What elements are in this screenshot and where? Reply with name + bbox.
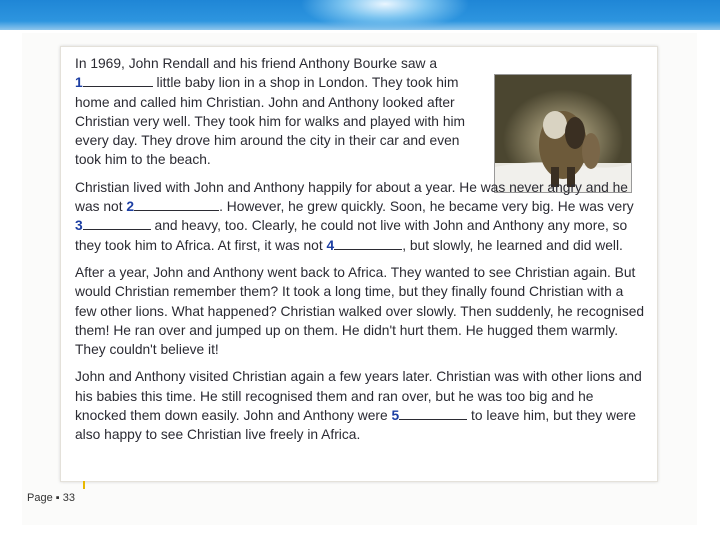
paragraph-3: After a year, John and Anthony went back to Africa. They wanted to see Christian again. But would Christian remember them? It took a long time, but they finally found Christian with a few other lions. What happened? Christian walked over slowly. Then suddenly, he recognised them! He ran over and jumped up on them. He didn't hurt them. He hugged them warmly. They couldn't believe it! <box>75 264 645 358</box>
gap-number-5: 5 <box>391 408 400 424</box>
paragraph-2-end: , but slowly, he learned and did well. <box>402 237 623 253</box>
paragraph-1-start: In 1969, John Rendall and his friend Anthony Bourke saw a <box>75 56 438 71</box>
gap-blank-2[interactable] <box>134 198 219 211</box>
page-number: 33 <box>62 492 75 504</box>
page-label: Page <box>27 492 53 504</box>
paragraph-1-rest: little baby lion in a shop in London. They took him home and called him Christian. John and Anthony looked after Christian very well. They took him for walks and played with him every day. They drove him around the city in their car and even took him to the beach. <box>75 75 466 168</box>
gap-number-2: 2 <box>126 199 135 215</box>
gap-blank-4[interactable] <box>334 237 402 250</box>
paragraph-4 <box>75 367 645 444</box>
paragraph-2-cont: and heavy, too. Clearly, he could not live with John and Anthony any more, so they took him to Africa. At first, it was not <box>75 218 628 253</box>
gap-blank-5[interactable] <box>399 407 467 420</box>
gap-blank-1[interactable] <box>83 74 153 87</box>
yellow-tick <box>83 481 85 489</box>
top-banner <box>0 0 720 30</box>
paragraph-2-mid: . However, he grew quickly. Soon, he became very big. He was very <box>219 199 634 215</box>
paragraph-2-start: Christian lived with John and Anthony happily for about a year. He was never angry and he was not <box>75 179 628 215</box>
gap-blank-3[interactable] <box>83 217 151 230</box>
page-bullet: ▪ <box>55 492 60 504</box>
paragraph-1 <box>75 54 480 170</box>
paragraph-4-end: to leave him, but they were also happy to see Christian live freely in Africa. <box>75 408 636 443</box>
page-footer <box>27 492 75 504</box>
gap-number-3: 3 <box>75 218 83 234</box>
gap-number-4: 4 <box>326 237 335 253</box>
gap-number-1: 1 <box>75 75 83 91</box>
story-text <box>75 54 645 453</box>
paragraph-2 <box>75 178 645 255</box>
paragraph-4-start: John and Anthony visited Christian again a few years later. Christian was with other lions and his babies this time. He still recognised them and ran over, but he was too big and he knocked them down easily. John and Anthony were <box>75 369 642 424</box>
